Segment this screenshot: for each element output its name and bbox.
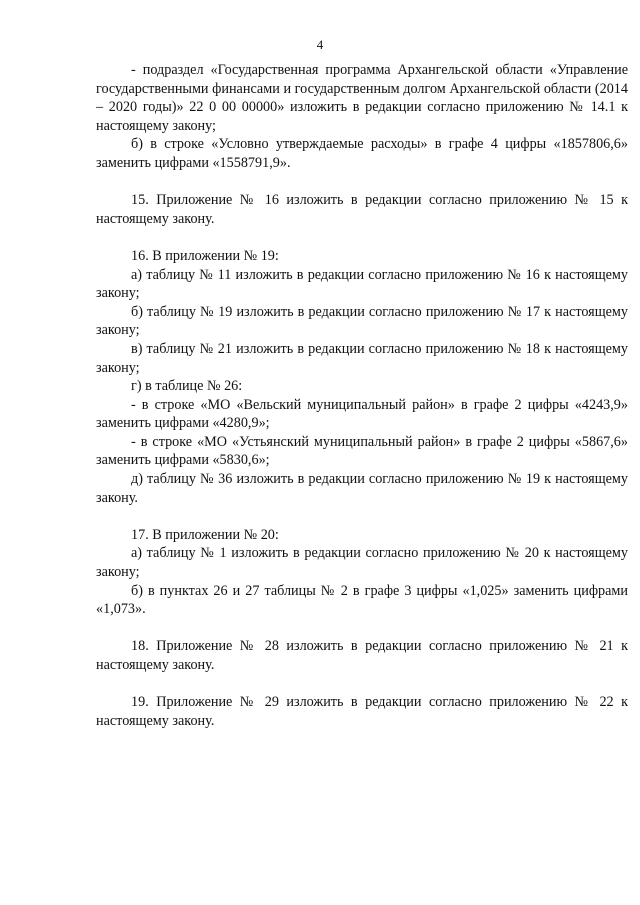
paragraph-spacer <box>96 173 628 192</box>
paragraph: б) в строке «Условно утверждаемые расходы» в графе 4 цифры «1857806,6» заменить цифрами «1558791,9». <box>96 136 628 171</box>
document-body <box>96 61 628 730</box>
paragraph-spacer <box>96 228 628 247</box>
paragraph: д) таблицу № 36 изложить в редакции согласно приложению № 19 к настоящему закону. <box>96 471 628 506</box>
paragraph: 17. В приложении № 20: <box>131 526 279 543</box>
paragraph: в) таблицу № 21 изложить в редакции согласно приложению № 18 к настоящему закону; <box>96 340 628 376</box>
paragraph: - в строке «МО «Устьянский муниципальный район» в графе 2 цифры «5867,6» заменить цифрами «5830,6»; <box>96 433 628 469</box>
paragraph: 15. Приложение № 16 изложить в редакции согласно приложению № 15 к настоящему закону. <box>96 192 628 227</box>
paragraph: - подраздел «Государственная программа Архангельской области «Управление государственными финансами и государственным долгом Архангельской области (2014 – 2020 годы)» 22 0 00 00000» изложить в редакции согласно приложению № 14.1 к настоящему закону; <box>96 62 628 134</box>
paragraph-spacer <box>96 675 628 694</box>
paragraph: 18. Приложение № 28 изложить в редакции согласно приложению № 21 к настоящему закону. <box>96 638 628 673</box>
paragraph: - в строке «МО «Вельский муниципальный район» в графе 2 цифры «4243,9» заменить цифрами «4280,9»; <box>96 396 628 432</box>
paragraph: а) таблицу № 11 изложить в редакции согласно приложению № 16 к настоящему закону; <box>96 266 628 302</box>
paragraph: 16. В приложении № 19: <box>131 247 279 264</box>
paragraph: б) таблицу № 19 изложить в редакции согласно приложению № 17 к настоящему закону; <box>96 303 628 339</box>
paragraph: 19. Приложение № 29 изложить в редакции согласно приложению № 22 к настоящему закону. <box>96 694 628 729</box>
paragraph: г) в таблице № 26: <box>131 378 243 395</box>
paragraph: б) в пунктах 26 и 27 таблицы № 2 в графе 3 цифры «1,025» заменить цифрами «1,073». <box>96 582 628 618</box>
page-number: 4 <box>316 37 324 52</box>
paragraph-spacer <box>96 619 628 638</box>
paragraph: а) таблицу № 1 изложить в редакции согласно приложению № 20 к настоящему закону; <box>96 545 628 581</box>
paragraph-spacer <box>96 507 628 526</box>
